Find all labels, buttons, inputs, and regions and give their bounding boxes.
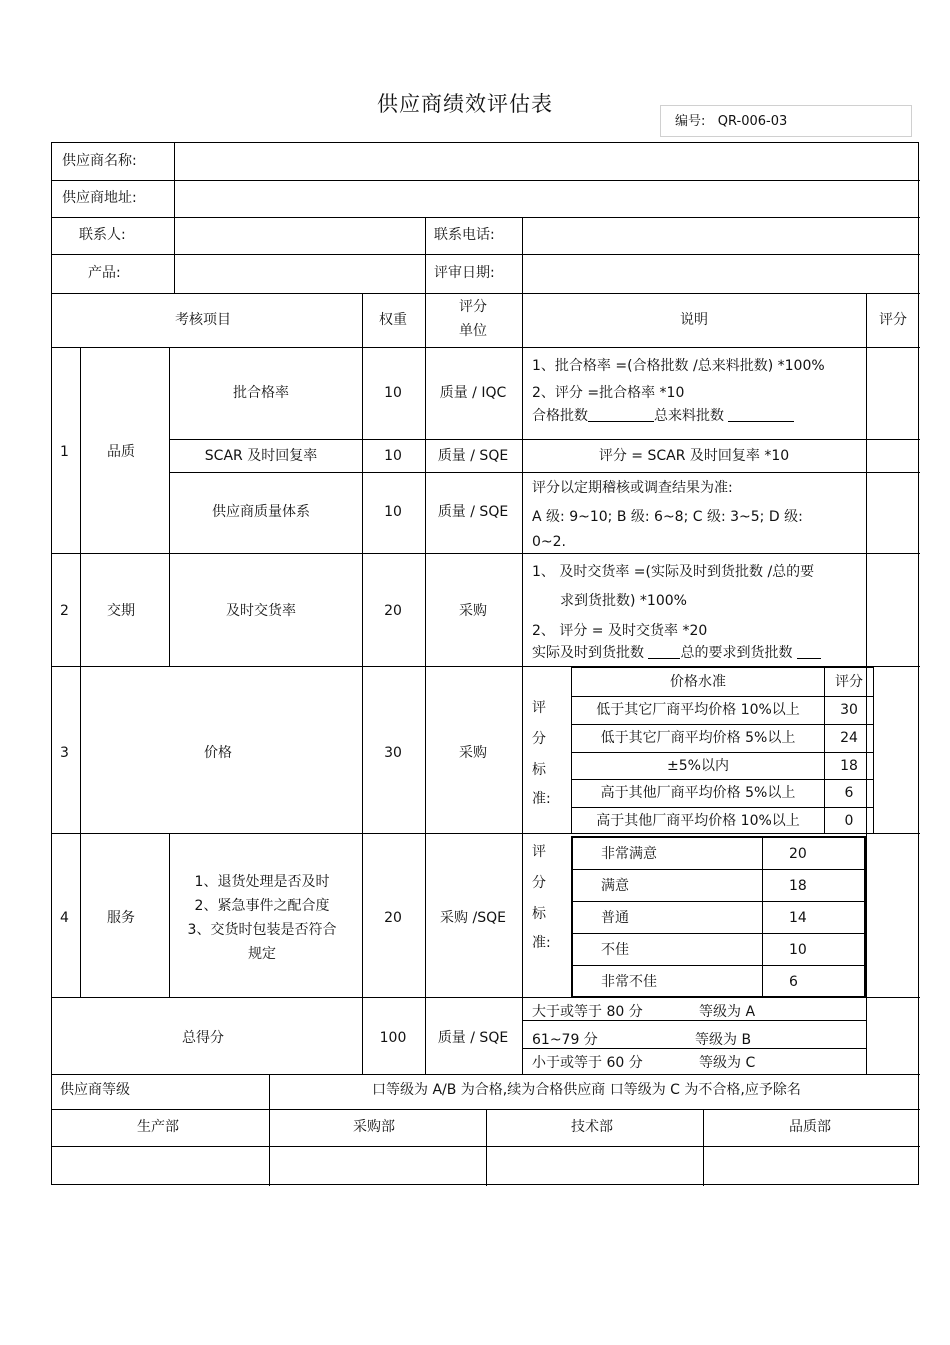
grid-line xyxy=(522,293,523,1074)
dept-production: 生产部 xyxy=(137,1119,179,1135)
form-code-value: QR-006-03 xyxy=(717,114,788,129)
required-total-label: 总的要求到货批数 xyxy=(680,645,793,661)
price-std-1: 评 xyxy=(532,700,546,716)
grade-a-condition: 大于或等于 80 分 xyxy=(532,1004,643,1020)
quality-r1-desc-3 xyxy=(532,409,794,423)
header-unit-line1: 评分 xyxy=(459,299,487,315)
phone-label: 联系电话: xyxy=(434,227,495,243)
service-std-4: 准: xyxy=(532,935,551,951)
delivery-number: 2 xyxy=(60,603,69,619)
grid-line xyxy=(169,833,170,997)
supplier-grade-label: 供应商等级 xyxy=(60,1082,130,1098)
total-label: 总得分 xyxy=(182,1030,224,1046)
quality-r2-unit: 质量 / SQE xyxy=(437,448,509,464)
service-item-3: 3、交货时包装是否符合 xyxy=(187,922,337,938)
service-level-row: 非常满意 xyxy=(601,846,657,862)
grade-b-condition: 61~79 分 xyxy=(532,1032,598,1048)
price-std-3: 标 xyxy=(532,762,546,778)
price-std-2: 分 xyxy=(532,731,546,747)
quality-r3-desc-3: 0~2. xyxy=(532,534,566,550)
quality-r3-desc-1: 评分以定期稽核或调查结果为准: xyxy=(532,480,733,496)
service-score-row: 18 xyxy=(789,878,807,894)
delivery-desc-4 xyxy=(532,646,821,660)
service-item-1: 1、退货处理是否及时 xyxy=(194,874,330,890)
grid-line xyxy=(174,143,175,293)
page-title: 供应商绩效评估表 xyxy=(377,92,553,116)
price-score-row: 24 xyxy=(840,730,858,746)
actual-ontime-label: 实际及时到货批数 xyxy=(532,645,644,661)
price-std-4: 准: xyxy=(532,791,551,807)
evaluation-form xyxy=(51,142,919,1185)
grid-line xyxy=(572,779,873,780)
service-score-row: 14 xyxy=(789,910,807,926)
price-score-row: 30 xyxy=(840,702,858,718)
grid-line xyxy=(425,293,426,1074)
service-item-2: 2、紧急事件之配合度 xyxy=(194,898,330,914)
grid-line xyxy=(573,869,864,870)
grid-line xyxy=(52,180,920,181)
price-score-table xyxy=(571,667,874,834)
grade-b-result: 等级为 B xyxy=(695,1032,752,1048)
grid-line xyxy=(52,293,920,294)
grid-line xyxy=(824,668,825,833)
grid-line xyxy=(52,347,920,348)
price-level-row: 低于其它厂商平均价格 5%以上 xyxy=(600,730,796,746)
service-score-row: 10 xyxy=(789,942,807,958)
form-code xyxy=(660,105,912,137)
grid-line xyxy=(522,217,523,293)
contact-label: 联系人: xyxy=(79,227,126,243)
delivery-desc-2: 求到货批数) *100% xyxy=(560,593,687,609)
product-label: 产品: xyxy=(88,265,121,281)
grid-line xyxy=(169,472,920,473)
total-batches-label: 总来料批数 xyxy=(654,408,724,424)
price-score-row: 6 xyxy=(844,785,854,801)
service-std-1: 评 xyxy=(532,844,546,860)
grade-c-condition: 小于或等于 60 分 xyxy=(532,1055,643,1071)
quality-r1-desc-1: 1、批合格率 =(合格批数 /总来料批数) *100% xyxy=(532,358,825,374)
price-weight: 30 xyxy=(384,745,402,761)
price-level-header: 价格水准 xyxy=(670,674,726,690)
service-level-row: 普通 xyxy=(601,910,629,926)
quality-r1-item: 批合格率 xyxy=(233,385,289,401)
price-level-row: 高于其他厂商平均价格 10%以上 xyxy=(596,813,800,829)
header-score: 评分 xyxy=(879,312,907,328)
quality-r1-weight: 10 xyxy=(384,385,402,401)
grid-line xyxy=(52,254,920,255)
service-std-3: 标 xyxy=(532,906,546,922)
total-unit: 质量 / SQE xyxy=(437,1030,509,1046)
price-score-header: 评分 xyxy=(835,674,863,690)
service-level-row: 非常不佳 xyxy=(601,974,657,990)
service-weight: 20 xyxy=(384,910,402,926)
grid-line xyxy=(169,439,920,440)
header-unit-line2: 单位 xyxy=(459,323,487,339)
blank-line xyxy=(588,409,654,422)
grid-line xyxy=(80,347,81,997)
grid-line xyxy=(52,1074,920,1075)
delivery-unit: 采购 xyxy=(459,603,487,619)
price-score-row: 18 xyxy=(840,758,858,774)
header-weight: 权重 xyxy=(379,312,407,328)
service-score-table xyxy=(571,836,866,998)
quality-r2-desc: 评分 = SCAR 及时回复率 *10 xyxy=(598,448,790,464)
quality-r2-weight: 10 xyxy=(384,448,402,464)
review-date-label: 评审日期: xyxy=(434,265,495,281)
grid-line xyxy=(169,347,170,666)
grid-line xyxy=(572,752,873,753)
service-number: 4 xyxy=(60,910,69,926)
service-score-row: 6 xyxy=(789,974,798,990)
delivery-name: 交期 xyxy=(107,603,135,619)
header-description: 说明 xyxy=(680,312,708,328)
grid-line xyxy=(486,1109,487,1186)
grid-line xyxy=(52,217,920,218)
price-level-row: 高于其他厂商平均价格 5%以上 xyxy=(600,785,796,801)
blank-line xyxy=(797,646,821,659)
quality-r3-desc-2: A 级: 9~10; B 级: 6~8; C 级: 3~5; D 级: xyxy=(532,509,803,525)
grid-line xyxy=(522,1048,866,1049)
price-level-row: 低于其它厂商平均价格 10%以上 xyxy=(596,702,800,718)
quality-r2-item: SCAR 及时回复率 xyxy=(204,448,318,464)
grid-line xyxy=(425,217,426,293)
service-unit: 采购 /SQE xyxy=(440,910,506,926)
dept-quality: 品质部 xyxy=(789,1119,831,1135)
grid-line xyxy=(269,1074,270,1186)
quality-r1-unit: 质量 / IQC xyxy=(439,385,507,401)
price-number: 3 xyxy=(60,745,69,761)
grade-c-result: 等级为 C xyxy=(699,1055,756,1071)
grid-line xyxy=(52,553,920,554)
grid-line xyxy=(572,696,873,697)
supplier-address-label: 供应商地址: xyxy=(62,190,137,206)
dept-purchasing: 采购部 xyxy=(353,1119,395,1135)
supplier-grade-note: 口等级为 A/B 为合格,续为合格供应商 口等级为 C 为不合格,应予除名 xyxy=(372,1082,801,1098)
quality-name: 品质 xyxy=(107,444,135,460)
price-level-row: ±5%以内 xyxy=(667,758,729,774)
service-name: 服务 xyxy=(107,910,135,926)
grid-line xyxy=(362,293,363,1074)
grid-line xyxy=(703,1109,704,1186)
grid-line xyxy=(573,933,864,934)
grid-line xyxy=(522,1020,866,1021)
quality-r1-desc-2: 2、评分 =批合格率 *10 xyxy=(532,385,685,401)
service-score-row: 20 xyxy=(789,846,807,862)
quality-number: 1 xyxy=(60,444,69,460)
price-score-row: 0 xyxy=(844,813,854,829)
quality-r3-weight: 10 xyxy=(384,504,402,520)
delivery-item: 及时交货率 xyxy=(226,603,296,619)
quality-r3-unit: 质量 / SQE xyxy=(437,504,509,520)
grid-line xyxy=(573,901,864,902)
supplier-name-label: 供应商名称: xyxy=(62,153,137,169)
form-code-label: 编号: xyxy=(675,114,706,129)
blank-line xyxy=(728,409,794,422)
grid-line xyxy=(572,724,873,725)
service-level-row: 满意 xyxy=(601,878,629,894)
delivery-weight: 20 xyxy=(384,603,402,619)
header-item: 考核项目 xyxy=(175,312,231,328)
price-name: 价格 xyxy=(204,745,232,761)
quality-r3-item: 供应商质量体系 xyxy=(212,504,310,520)
price-unit: 采购 xyxy=(459,745,487,761)
delivery-desc-1: 1、 及时交货率 =(实际及时到货批数 /总的要 xyxy=(532,564,815,580)
service-item-4: 规定 xyxy=(248,946,276,962)
grid-line xyxy=(572,807,873,808)
grid-line xyxy=(573,965,864,966)
dept-technical: 技术部 xyxy=(571,1119,613,1135)
grid-line xyxy=(762,838,763,996)
qualified-batches-label: 合格批数 xyxy=(532,408,588,424)
grade-a-result: 等级为 A xyxy=(699,1004,756,1020)
total-weight: 100 xyxy=(379,1030,407,1046)
service-level-row: 不佳 xyxy=(601,942,629,958)
blank-line xyxy=(648,646,680,659)
delivery-desc-3: 2、 评分 = 及时交货率 *20 xyxy=(532,623,708,639)
service-std-2: 分 xyxy=(532,875,546,891)
